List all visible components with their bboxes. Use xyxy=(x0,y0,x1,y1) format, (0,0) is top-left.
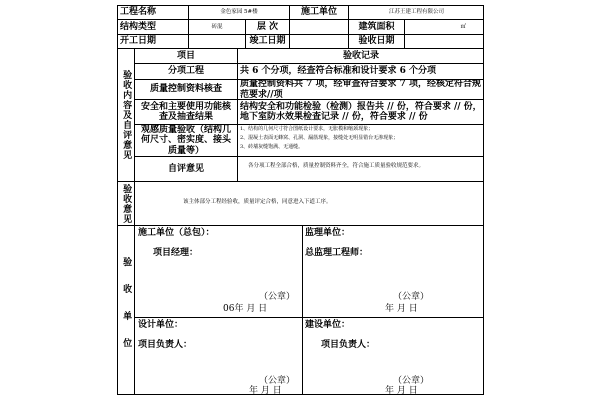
start-date-label: 开工日期 xyxy=(117,34,188,48)
appearance-line-2: 2、混凝土表面无蜂窝、孔洞、漏筋现象，接缝处无明显错台无渗现象； xyxy=(240,134,399,141)
row-item-safety-function: 安全和主要使用功能核查及抽查结果 xyxy=(134,99,237,124)
row-record-subitems: 共 6 个分项，经查符合标准和设计要求 6 个分项 xyxy=(237,63,484,79)
record-header: 验收记录 xyxy=(237,48,484,63)
owner-date: 年 月 日 xyxy=(385,386,418,395)
supervisor-label: 监理单位： xyxy=(305,228,351,238)
structure-value: 砖混 xyxy=(188,19,245,34)
owner-lead-label: 项目负责人： xyxy=(321,340,376,350)
supervisor-date: 年 月 日 xyxy=(385,304,418,314)
designer-block[interactable] xyxy=(134,317,302,395)
builder-label: 施工单位 xyxy=(289,5,348,19)
acceptance-opinion-side-label: 验收意见 xyxy=(117,181,134,225)
design-lead-label: 项目负责人： xyxy=(138,340,193,350)
project-manager-label: 项目经理： xyxy=(153,248,199,258)
appearance-line-1: 1、结构的几何尺寸符合图纸设计要求，无胀模和缩颈现象； xyxy=(240,126,374,132)
floors-label: 层 次 xyxy=(245,19,289,34)
project-name-value: 金色家园 5#楼 xyxy=(188,5,289,19)
supervisor-block[interactable] xyxy=(302,225,484,317)
designer-label: 设计单位： xyxy=(138,320,184,330)
owner-label: 建设单位： xyxy=(305,320,351,330)
area-value[interactable] xyxy=(404,19,484,34)
item-header: 项目 xyxy=(134,48,237,63)
parties-side-label: 验收单位 xyxy=(117,225,134,395)
project-name-label: 工程名称 xyxy=(117,5,188,19)
row-record-appearance xyxy=(237,124,484,156)
appearance-line-3: 3、砖墙灰缝饱满、无通缝。 xyxy=(240,143,304,150)
row-item-self-evaluation: 自评意见 xyxy=(134,156,237,181)
row-item-appearance: 观感质量验收（结构几何尺寸、密实度、接头质量等） xyxy=(134,124,237,156)
designer-date: 年 月 日 xyxy=(249,386,282,395)
structure-label: 结构类型 xyxy=(117,19,188,34)
acceptance-date-label: 验收日期 xyxy=(348,34,404,48)
row-item-quality-docs: 质量控制资料核查 xyxy=(134,79,237,99)
owner-block[interactable] xyxy=(302,317,484,395)
floors-value[interactable] xyxy=(289,19,348,34)
completion-date-label: 竣工日期 xyxy=(245,34,289,48)
row-record-safety-function: 结构安全和功能检验（检测）报告共 // 份，符合要求 // 份，地下室防水效果检查记录 // 份，符合要求 // 份 xyxy=(237,99,484,124)
contractor-block[interactable] xyxy=(134,225,302,317)
designer-seal: （公章） xyxy=(259,376,296,386)
row-record-quality-docs: 质量控制资料共 7 项，经审查符合要求 7 项，经核定符合规范要求//项 xyxy=(237,79,484,99)
contractor-label: 施工单位（总包）： xyxy=(138,228,215,238)
start-date-value[interactable] xyxy=(188,34,245,48)
supervisor-seal: （公章） xyxy=(393,292,430,302)
area-unit: ㎡ xyxy=(460,23,466,30)
acceptance-opinion-text: 该主体部分工程经验收，质量评定合格，同意进入下道工序。 xyxy=(134,181,484,225)
owner-seal: （公章） xyxy=(393,376,430,386)
row-item-subitems: 分项工程 xyxy=(134,63,237,79)
chief-engineer-label: 总监理工程师： xyxy=(305,248,369,258)
acceptance-date-value[interactable] xyxy=(404,34,484,48)
contractor-seal: （公章） xyxy=(259,292,296,302)
area-label: 建筑面积 xyxy=(348,19,404,34)
check-section-side-label: 验收内容及自评意见 xyxy=(117,48,134,181)
row-record-self-evaluation: 各分项工程全部合格，质量控制资料齐全，符合施工质量验收规范要求。 xyxy=(237,156,484,181)
contractor-date: 06年 月 日 xyxy=(223,304,268,314)
completion-date-value[interactable] xyxy=(289,34,348,48)
builder-value: 江苏王建工程有限公司 xyxy=(348,5,484,19)
